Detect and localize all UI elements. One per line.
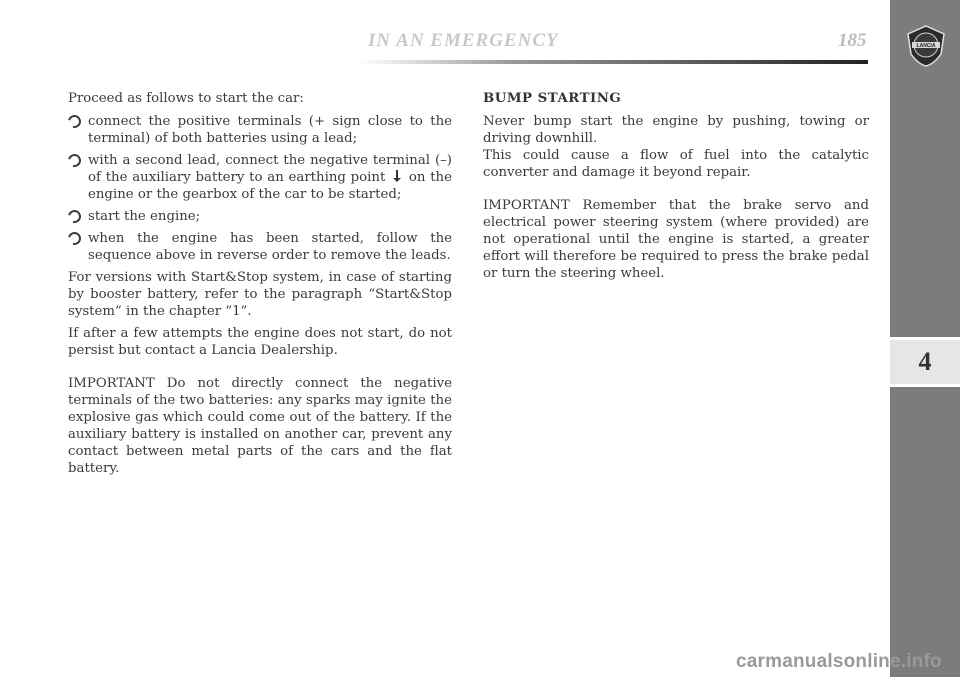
list-item: when the engine has been started, follow the sequence above in reverse order to remove the leads. [68, 230, 452, 264]
startstop-note: For versions with Start&Stop system, in case of starting by booster battery, refer to the paragraph “Start&Stop system” in the chapter “1”. [68, 270, 452, 319]
bump-consequence: This could cause a flow of fuel into the catalytic converter and damage it beyond repair. [483, 148, 869, 180]
chapter-tab[interactable] [890, 340, 960, 384]
list-item: with a second lead, connect the negative terminal (–) of the auxiliary battery to an earthing point on the engine or the gearbox of the car to be started; [68, 152, 452, 203]
bullet-icon [66, 113, 84, 131]
lancia-logo-icon [904, 24, 948, 68]
bump-starting-heading: BUMP STARTING [483, 91, 622, 106]
header-rule [360, 60, 868, 64]
bump-warning: Never bump start the engine by pushing, towing or driving downhill. [483, 114, 869, 146]
chapter-divider-bottom [890, 384, 960, 387]
list-item: start the engine; [68, 208, 452, 225]
list-item: connect the positive terminals (+ sign close to the terminal) of both batteries using a lead; [68, 113, 452, 147]
dealership-note: If after a few attempts the engine does not start, do not persist but contact a Lancia Dealership. [68, 326, 452, 358]
important-note: IMPORTANT Remember that the brake servo and electrical power steering system (where provided) are not operational until the engine is started, a greater effort will therefore be required to press the brake pedal or turn the steering wheel. [483, 198, 869, 281]
bullet-icon [66, 152, 84, 170]
left-column [68, 90, 452, 477]
logo-text: LANCIA [916, 43, 936, 49]
bullet-icon [66, 230, 84, 248]
important-note: IMPORTANT Do not directly connect the negative terminals of the two batteries: any sparks may ignite the explosive gas which could come out of the battery. If the auxiliary battery is installed on another car, prevent any contact between metal parts of the cars and the flat battery. [68, 376, 452, 476]
intro-text: Proceed as follows to start the car: [68, 91, 304, 106]
bullet-icon [66, 208, 84, 226]
right-column [483, 90, 869, 282]
steps-list [68, 113, 452, 264]
page-number: 185 [838, 30, 867, 51]
watermark: carmanualsonline.info [736, 651, 942, 672]
section-title: IN AN EMERGENCY [368, 30, 559, 51]
chapter-number: 4 [918, 347, 932, 376]
earth-ground-icon [392, 170, 402, 183]
